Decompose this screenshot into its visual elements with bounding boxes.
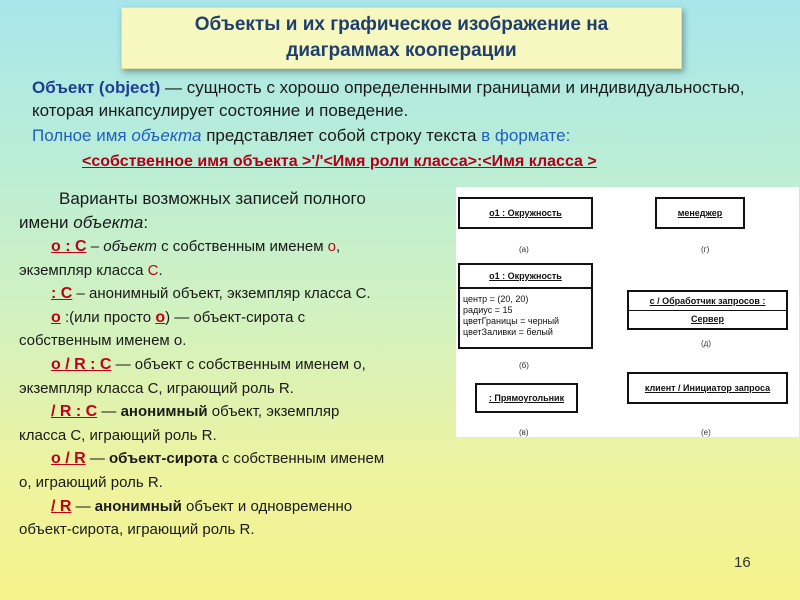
variants-list <box>19 187 459 542</box>
caption-g: (г) <box>701 245 710 254</box>
object-box-g <box>655 197 745 229</box>
object-box-d-label-2: Сервер <box>691 314 724 325</box>
object-box-v-label: : Прямоугольник <box>488 393 565 403</box>
variant-1-line-2d: . <box>158 261 163 279</box>
variant-4-line-2: экземпляр класса С, играющий роль R. <box>19 379 294 397</box>
object-notation-diagram <box>456 187 799 437</box>
variant-7-b: анонимный <box>94 497 182 515</box>
full-name-text-c: представляет собой строку текста <box>201 126 482 145</box>
variant-7-a: — <box>71 497 95 515</box>
variant-1-line-2a: экземпляр класса <box>19 261 148 279</box>
variant-3-line-2: собственным именем о. <box>19 332 187 350</box>
variant-2-text: – анонимный объект, экземпляр класса С. <box>72 285 371 303</box>
variants-heading-2 <box>19 211 459 235</box>
variant-1-line-2 <box>19 259 459 283</box>
caption-v: (в) <box>519 428 529 437</box>
variant-6 <box>19 447 459 471</box>
caption-b: (б) <box>519 361 529 370</box>
variants-heading-2a: имени <box>19 213 74 232</box>
name-format: <собственное имя объекта >'/'<Имя роли класса>:<Имя класса > <box>82 153 597 170</box>
variant-1-class: С <box>147 261 159 279</box>
variants-heading-1: Варианты возможных записей полного <box>59 189 366 208</box>
caption-e: (е) <box>701 428 711 437</box>
object-box-g-label: менеджер <box>677 208 723 218</box>
variant-4 <box>19 353 459 377</box>
variant-4-notation: о / R : С <box>51 355 112 373</box>
variant-1-b: объект <box>103 238 157 255</box>
variant-2 <box>19 282 459 306</box>
attribute-fill-color: цветЗаливки = белый <box>463 327 553 337</box>
variant-6-notation: о / R <box>51 450 86 468</box>
variant-1-o: о <box>327 238 337 255</box>
variant-4-text: — объект с собственным именем о, <box>111 355 366 373</box>
object-box-b-attributes <box>460 289 591 338</box>
variant-5-a: — <box>97 403 121 421</box>
object-term: Объект (object) <box>32 78 161 97</box>
caption-a: (а) <box>519 245 529 254</box>
variant-5 <box>19 400 459 424</box>
variant-1-a: – <box>86 238 104 255</box>
variants-heading-2c: : <box>143 213 149 232</box>
variant-3-b: ) — объект-сирота с <box>165 308 306 326</box>
object-box-e <box>627 372 788 404</box>
attribute-center: центр = (20, 20) <box>463 294 529 304</box>
variant-7-notation: / R <box>51 497 72 515</box>
object-definition <box>32 76 772 122</box>
variant-5-notation: / R : С <box>51 403 98 421</box>
object-box-d-label-1: с / Обработчик запросов : <box>649 295 766 306</box>
variant-7 <box>19 495 459 519</box>
variant-5-line-2: класса С, играющий роль R. <box>19 426 217 444</box>
variant-1-c: с собственным именем <box>156 238 328 255</box>
variant-5-c: объект, экземпляр <box>207 403 340 421</box>
object-box-d <box>627 290 788 330</box>
full-name-text-b: объекта <box>131 126 202 145</box>
object-box-b-label: о1 : Окружность <box>489 271 562 281</box>
variants-heading-2b: объекта <box>73 213 144 232</box>
variant-6-b: объект-сирота <box>109 450 218 468</box>
variant-6-c: с собственным именем <box>217 450 385 468</box>
variant-5-b: анонимный <box>120 403 208 421</box>
slide-title: Объекты и их графическое изображение на диаграммах кооперации <box>194 14 609 61</box>
variant-7-line-2: объект-сирота, играющий роль R. <box>19 521 255 539</box>
attribute-border-color: цветГраницы = черный <box>463 316 560 326</box>
variant-6-line-2: о, играющий роль R. <box>19 473 163 491</box>
object-box-a <box>458 197 593 229</box>
attribute-radius: радиус = 15 <box>463 305 513 315</box>
variant-2-notation: : С <box>51 285 73 303</box>
object-definition-text: — сущность с хорошо определенными границами и индивидуальностью, которая инкапсулирует состояние и поведение. <box>32 78 745 120</box>
variant-3-o: о <box>155 308 166 326</box>
page-number: 16 <box>734 554 751 571</box>
object-box-v <box>475 383 578 413</box>
object-box-b-name <box>460 265 591 289</box>
full-name-description <box>32 124 772 147</box>
intro-text <box>32 76 772 147</box>
caption-d: (д) <box>701 339 711 348</box>
object-box-a-label: о1 : Окружность <box>489 208 562 218</box>
variant-1-d: , <box>336 238 341 255</box>
variant-1 <box>19 235 459 259</box>
variant-3-a: :(или просто <box>60 308 156 326</box>
object-box-e-label: клиент / Инициатор запроса <box>644 383 771 393</box>
object-box-b <box>458 263 593 349</box>
variant-3 <box>19 306 459 330</box>
variant-7-c: объект и одновременно <box>181 497 353 515</box>
full-name-text-a: Полное имя <box>32 126 132 145</box>
variant-3-notation: о <box>51 308 61 326</box>
slide-title-box <box>121 7 682 69</box>
variant-1-notation: о : С <box>51 238 87 255</box>
variant-6-a: — <box>85 450 110 468</box>
full-name-text-d: в формате: <box>481 126 571 145</box>
